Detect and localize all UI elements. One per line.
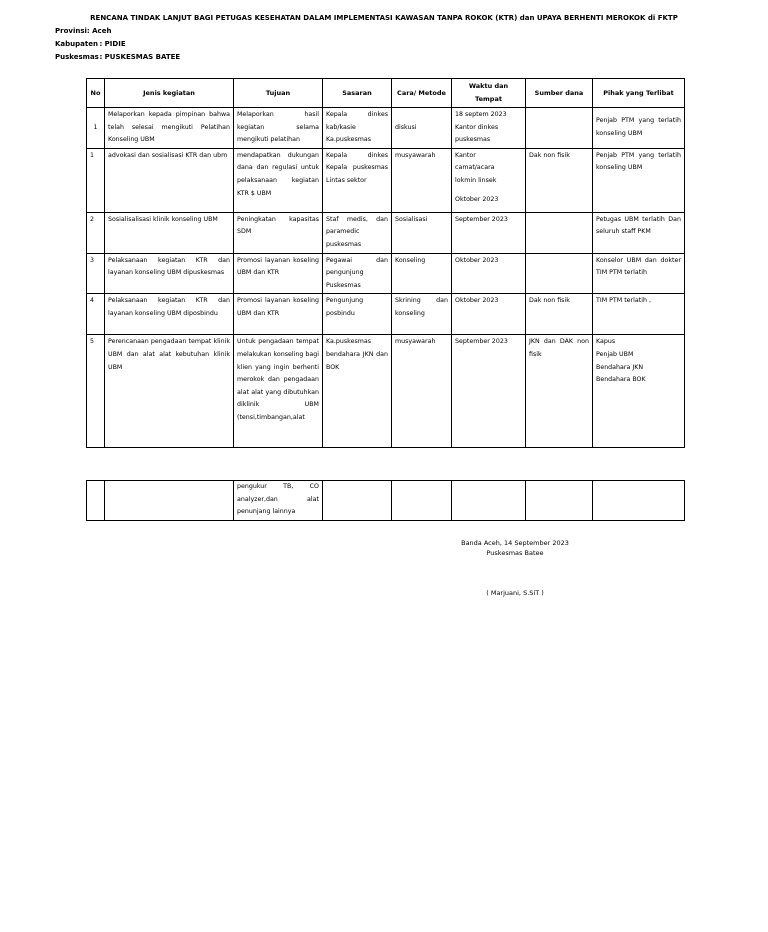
- header-sasaran: Sasaran: [323, 79, 392, 108]
- cell-waktu-tempat: Kantor camat/acara lokmin linsek: [455, 151, 497, 184]
- cell-waktu: Oktober 2023: [452, 294, 526, 335]
- cell-jenis: advokasi dan sosialisasi KTR dan ubm: [105, 148, 234, 212]
- pihak-line: Penjab UBM: [596, 350, 634, 358]
- cell-tujuan: Promosi layanan koseling UBM dan KTR: [234, 294, 323, 335]
- table-row: [87, 335, 685, 448]
- header-dana: Sumber dana: [526, 79, 593, 108]
- cell-pihak: Penjab PTM yang terlatih konseling UBM: [593, 108, 685, 149]
- cell-cara: Skrining dan konseling: [392, 294, 452, 335]
- table-row: [87, 294, 685, 335]
- cell-waktu: [452, 148, 526, 212]
- cell-sasaran: Pengunjung posbindu: [323, 294, 392, 335]
- cell-no: 3: [87, 253, 105, 294]
- cell-tujuan: Promosi layanan koseling UBM dan KTR: [234, 253, 323, 294]
- cell-waktu: Oktober 2023: [452, 253, 526, 294]
- cell-jenis: Perencanaan pengadaan tempat klinik UBM dan alat alat kebutuhan klinik UBM: [105, 335, 234, 448]
- pihak-line: Bendahara BOK: [596, 376, 646, 384]
- pihak-line: Kapus: [596, 338, 616, 346]
- cell-sasaran: Kepala dinkes kab/kasie Ka.puskesmas: [323, 108, 392, 149]
- cell-cara: musyawarah: [392, 335, 452, 448]
- provinsi-line: [55, 27, 111, 35]
- cell-pihak: Penjab PTM yang terlatih konseling UBM: [593, 148, 685, 212]
- cell-cara: Konseling: [392, 253, 452, 294]
- cell-cara: Sosialisasi: [392, 212, 452, 253]
- kabupaten-label: Kabupaten: [55, 40, 98, 48]
- header-tujuan: Tujuan: [234, 79, 323, 108]
- pihak-line: Bendahara JKN: [596, 363, 644, 371]
- cell-dana: JKN dan DAK non fisik: [526, 335, 593, 448]
- header-no: No: [87, 79, 105, 108]
- rencana-table: [86, 78, 685, 448]
- header-jenis: Jenis kegiatan: [105, 79, 234, 108]
- signature-place-date: Banda Aceh, 14 September 2023: [461, 539, 569, 547]
- cell-cara: diskusi: [392, 108, 452, 149]
- puskesmas-label: Puskesmas: [55, 53, 99, 61]
- cell-dana: [526, 481, 593, 521]
- cell-no: [87, 481, 105, 521]
- cell-no: 5: [87, 335, 105, 448]
- cell-pihak: TIM PTM terlatih ,: [593, 294, 685, 335]
- kabupaten-line: [55, 40, 126, 48]
- cell-sasaran: [323, 481, 392, 521]
- header-pihak: Pihak yang Terlibat: [593, 79, 685, 108]
- header-waktu: Waktu dan Tempat: [452, 79, 526, 108]
- cell-pihak: Petugas UBM terlatih Dan seluruh staff PKM: [593, 212, 685, 253]
- cell-sasaran: Staf medis, dan paramedic puskesmas: [323, 212, 392, 253]
- cell-waktu: 18 septem 2023 Kantor dinkes puskesmas: [452, 108, 526, 149]
- table-row: [87, 253, 685, 294]
- table-row: [87, 148, 685, 212]
- cell-pihak: Konselor UBM dan dokter TIM PTM terlatih: [593, 253, 685, 294]
- cell-dana: [526, 108, 593, 149]
- cell-sasaran: Pegawai dan pengunjung Puskesmas: [323, 253, 392, 294]
- cell-cara: musyawarah: [392, 148, 452, 212]
- puskesmas-line: [55, 53, 180, 61]
- cell-jenis: Pelaksanaan kegiatan KTR dan layanan konseling UBM dipuskesmas: [105, 253, 234, 294]
- cell-jenis: Melaporkan kepada pimpinan bahwa telah selesai mengikuti Pelatihan Konseling UBM: [105, 108, 234, 149]
- cell-no: 1: [87, 148, 105, 212]
- table-row: [87, 481, 685, 521]
- puskesmas-value: : PUSKESMAS BATEE: [99, 53, 181, 61]
- cell-waktu-date: Oktober 2023: [455, 195, 499, 203]
- cell-sasaran: Kepala dinkes Kepala puskesmas Lintas sektor: [323, 148, 392, 212]
- cell-waktu: September 2023: [452, 335, 526, 448]
- cell-no: 2: [87, 212, 105, 253]
- cell-tujuan: Untuk pengadaan tempat melakukan konseling bagi klien yang ingin berhenti merokok dan pengadaan alat alat yang dibutuhkan diklinik UBM (tensi,timbangan,alat: [234, 335, 323, 448]
- kabupaten-value: : PIDIE: [99, 40, 126, 48]
- cell-tujuan: mendapatkan dukungan dana dan regulasi untuk pelaksanaan kegiatan KTR $ UBM: [234, 148, 323, 212]
- signature-office: Puskesmas Batee: [486, 549, 544, 557]
- document-title: RENCANA TINDAK LANJUT BAGI PETUGAS KESEHATAN DALAM IMPLEMENTASI KAWASAN TANPA ROKOK (KTR) dan UPAYA BERHENTI MEROKOK di FKTP: [90, 14, 678, 22]
- cell-tujuan: Peningkatan kapasitas SDM: [234, 212, 323, 253]
- cell-dana: Dak non fisik: [526, 148, 593, 212]
- cell-tujuan: Melaporkan hasil kegiatan selama mengikuti pelatihan: [234, 108, 323, 149]
- provinsi-value: Aceh: [92, 27, 112, 35]
- continuation-table: [86, 480, 685, 521]
- cell-jenis: Pelaksanaan kegiatan KTR dan layanan konseling UBM diposbindu: [105, 294, 234, 335]
- cell-dana: [526, 253, 593, 294]
- provinsi-label: Provinsi:: [55, 27, 90, 35]
- header-cara: Cara/ Metode: [392, 79, 452, 108]
- table-row: [87, 108, 685, 149]
- table-header-row: [87, 79, 685, 108]
- cell-jenis: [105, 481, 234, 521]
- cell-cara: [392, 481, 452, 521]
- cell-no: 4: [87, 294, 105, 335]
- cell-no: 1: [87, 108, 105, 149]
- table-row: [87, 212, 685, 253]
- cell-waktu: [452, 481, 526, 521]
- cell-waktu: September 2023: [452, 212, 526, 253]
- cell-tujuan: pengukur TB, CO analyzer,dan alat penunjang lainnya: [234, 481, 323, 521]
- cell-sasaran: Ka.puskesmas bendahara JKN dan BOK: [323, 335, 392, 448]
- cell-dana: Dak non fisik: [526, 294, 593, 335]
- signature-name: ( Marjuani, S.SiT ): [486, 589, 544, 597]
- cell-jenis: Sosialisalisasi klinik konseling UBM: [105, 212, 234, 253]
- cell-pihak: [593, 335, 685, 448]
- cell-pihak: [593, 481, 685, 521]
- cell-dana: [526, 212, 593, 253]
